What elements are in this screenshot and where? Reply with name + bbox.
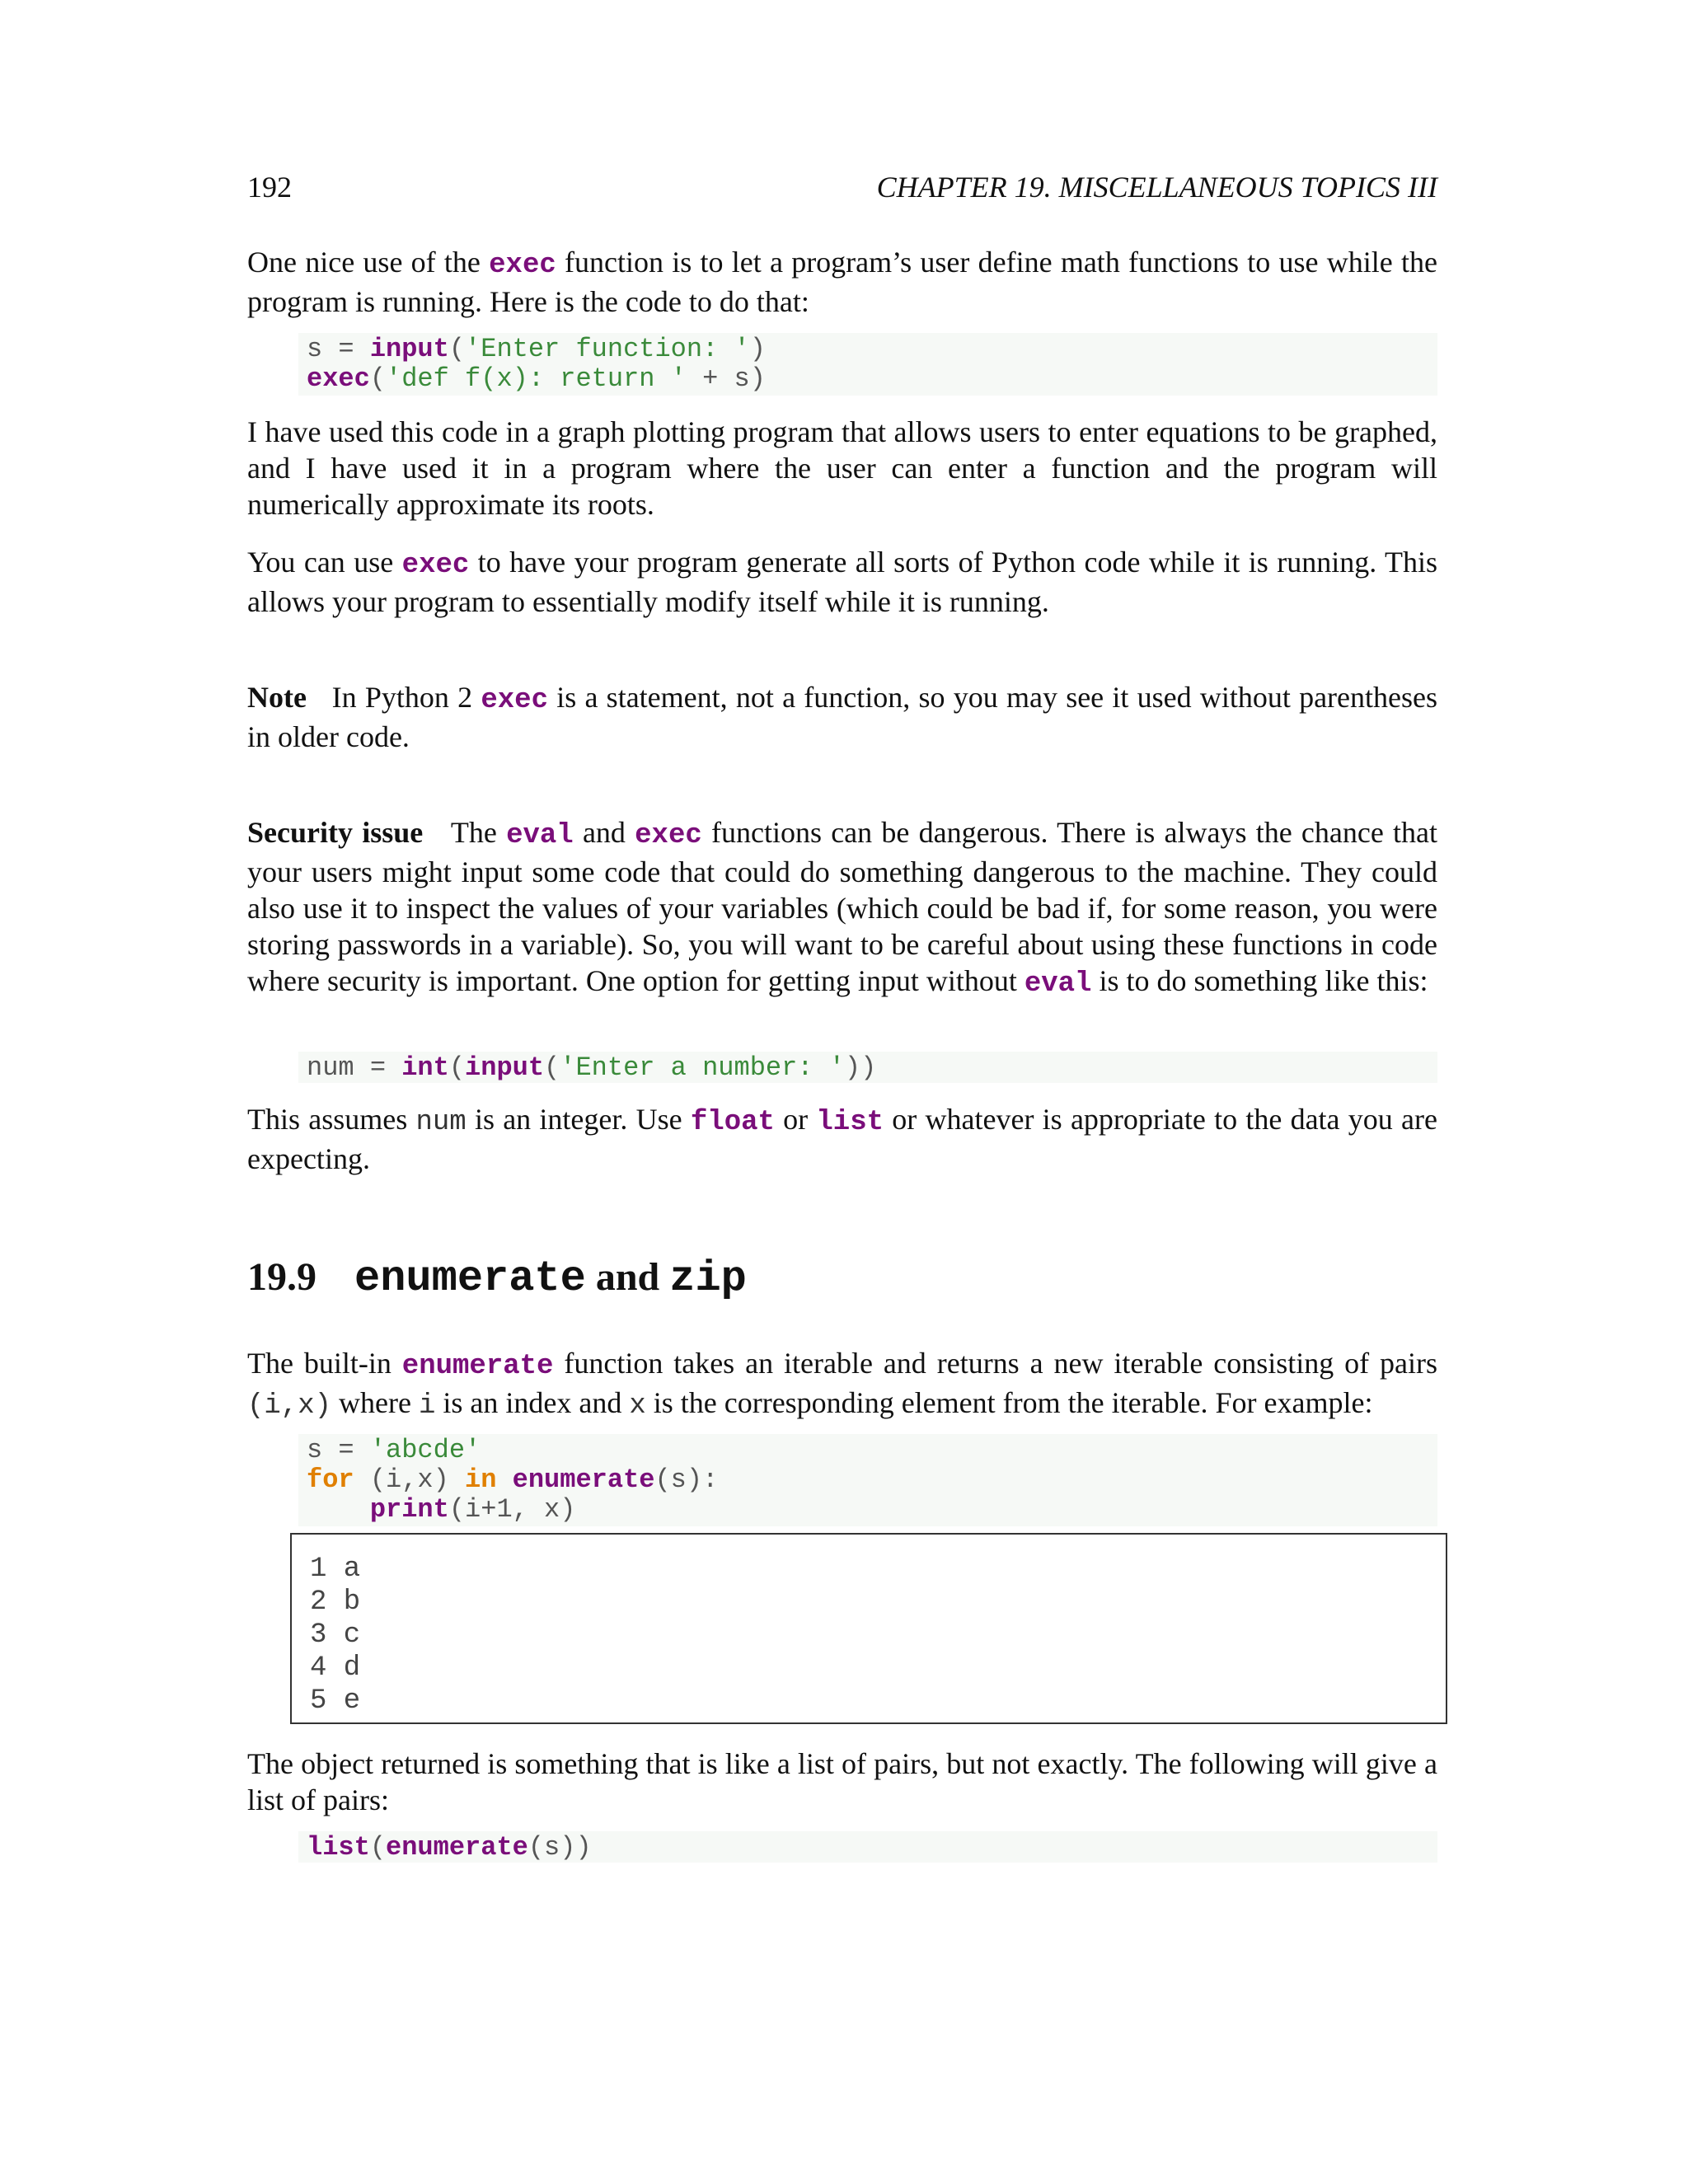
code-token-function: input: [465, 1052, 545, 1083]
code-token-function: enumerate: [512, 1465, 655, 1495]
output-box: [290, 1533, 1447, 1724]
text: or: [774, 1103, 817, 1136]
inline-code-float: float: [690, 1107, 775, 1138]
paragraph-exec-intro: [247, 244, 1437, 320]
code-block-input-exec: [298, 333, 1437, 396]
text: You can use: [247, 546, 402, 579]
code-token: [496, 1465, 512, 1495]
page-header: [247, 170, 1437, 211]
page-number: 192: [247, 171, 292, 204]
code-token: + s): [686, 363, 766, 394]
code-block-int-input: [298, 1052, 1437, 1083]
text: This assumes: [247, 1103, 416, 1136]
section-text: and: [585, 1255, 670, 1299]
output-line: 5 e: [310, 1685, 361, 1717]
security-label: Security issue: [247, 816, 424, 849]
code-token-string: 'Enter function: ': [465, 334, 750, 364]
paragraph-graph-usage: [247, 414, 1437, 523]
code-token: (s)): [528, 1832, 592, 1863]
code-token: (: [544, 1052, 560, 1083]
inline-code-exec: exec: [401, 550, 470, 581]
text: is to do something like this:: [1091, 964, 1428, 997]
paragraph-text: I have used this code in a graph plotting program that allows users to enter equations to be graphed, and I have used it in a program where the user can enter a function and the program will numerically approximate its roots.: [247, 415, 1437, 521]
output-line: 2 b: [310, 1586, 361, 1618]
inline-code-eval: eval: [1024, 968, 1092, 1000]
code-token: s =: [307, 334, 370, 364]
code-token-function: print: [369, 1494, 449, 1525]
inline-code-exec: exec: [481, 685, 548, 716]
code-token-function: enumerate: [386, 1832, 528, 1863]
section-keyword-zip: zip: [669, 1254, 747, 1303]
text: function takes an iterable and returns a new iterable consisting of pairs: [553, 1347, 1438, 1380]
inline-code-num: num: [415, 1107, 467, 1138]
code-block-list-enumerate: [298, 1831, 1437, 1863]
code-token: (i,x): [354, 1465, 466, 1495]
inline-code-list: list: [816, 1107, 884, 1138]
code-token: s =: [307, 1435, 370, 1465]
paragraph-enumerate-intro: [247, 1345, 1437, 1424]
text: function is to let a program’s user define math functions to use while the program is running. Here is the code to do that:: [247, 246, 1437, 318]
security-paragraph: [247, 814, 1437, 1002]
code-token: (: [369, 1832, 387, 1863]
inline-code-x: x: [629, 1390, 646, 1422]
code-token-function: input: [369, 334, 449, 364]
code-token: (i+1, x): [448, 1494, 576, 1525]
text: where: [331, 1386, 419, 1419]
code-token-function: exec: [307, 363, 370, 394]
paragraph-list-of-pairs: [247, 1746, 1437, 1818]
text: One nice use of the: [247, 246, 490, 279]
text: is a statement, not a function, so you may see it used without parentheses in older code.: [247, 681, 1437, 753]
text: functions can be dangerous. There is always the chance that your users might input some code that could do something dangerous to the machine. They could also use it to inspect the values of your variables (which could be bad if, for some reason, you were storing passwords in a variable). So, you will want to be careful about using these functions in code where security is important. One option for getting input without: [247, 816, 1438, 997]
text: and: [573, 816, 635, 849]
code-token-string: 'def f(x): return ': [386, 363, 687, 394]
output-line: 1 a: [310, 1554, 361, 1585]
text: is an integer. Use: [466, 1103, 691, 1136]
code-block-enumerate-loop: [298, 1434, 1437, 1526]
code-token: (: [448, 334, 466, 364]
text: is the corresponding element from the iterable. For example:: [645, 1386, 1373, 1419]
paragraph-exec-generate: [247, 544, 1437, 620]
code-token-indent: [307, 1494, 370, 1525]
inline-code-pair: (i,x): [247, 1390, 332, 1422]
inline-code-i: i: [418, 1390, 436, 1422]
code-token-function: list: [307, 1832, 370, 1863]
output-line: 3 c: [310, 1619, 361, 1651]
code-token: ): [749, 334, 766, 364]
text: is an index and: [435, 1386, 630, 1419]
code-token-function: int: [401, 1052, 449, 1083]
code-token-keyword: for: [307, 1465, 354, 1495]
paragraph-text: The object returned is something that is like a list of pairs, but not exactly. The following will give a list of pairs:: [247, 1747, 1437, 1816]
paragraph-num-integer: [247, 1101, 1437, 1177]
section-number: 19.9: [247, 1255, 316, 1299]
code-token: (s):: [654, 1465, 719, 1495]
text: to have your program generate all sorts of Python code while it is running. This allows your program to essentially modify itself while it is running.: [247, 546, 1438, 618]
text: In Python 2: [331, 681, 481, 714]
code-token: (: [448, 1052, 466, 1083]
output-line: 4 d: [310, 1652, 361, 1684]
code-token: (: [369, 363, 387, 394]
note-paragraph: [247, 679, 1437, 755]
note-label: Note: [247, 681, 307, 714]
inline-code-eval: eval: [506, 820, 574, 851]
chapter-title: CHAPTER 19. MISCELLANEOUS TOPICS III: [876, 171, 1437, 204]
text: The: [450, 816, 507, 849]
code-token-string: 'Enter a number: ': [560, 1052, 845, 1083]
inline-code-exec: exec: [635, 820, 702, 851]
code-token: num =: [307, 1052, 402, 1083]
inline-code-enumerate: enumerate: [401, 1351, 554, 1382]
section-heading: [247, 1254, 747, 1303]
code-token-string: 'abcde': [369, 1435, 481, 1465]
text: The built-in: [247, 1347, 402, 1380]
text: or whatever is appropriate to the data you are expecting.: [247, 1103, 1437, 1175]
section-keyword-enumerate: enumerate: [354, 1254, 586, 1303]
code-token-keyword: in: [465, 1465, 497, 1495]
code-token: )): [844, 1052, 877, 1083]
inline-code-exec: exec: [489, 250, 556, 281]
